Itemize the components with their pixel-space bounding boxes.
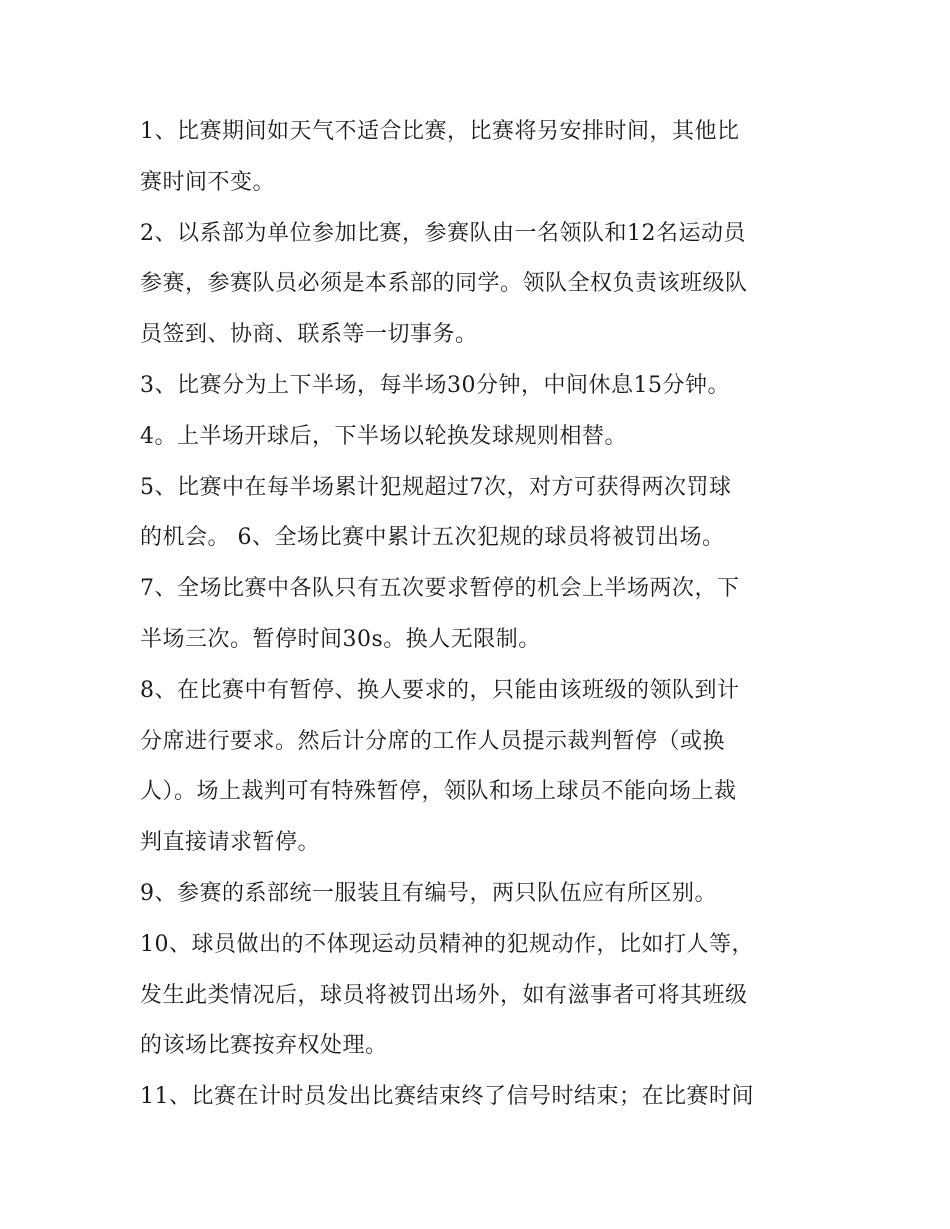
text-line: 参赛，参赛队员必须是本系部的同学。领队全权负责该班级队 bbox=[140, 271, 748, 297]
text-line: 发生此类情况后，球员将被罚出场外，如有滋事者可将其班级 bbox=[140, 982, 748, 1008]
text-line: 8、在比赛中有暂停、换人要求的，只能由该班级的领队到计 bbox=[140, 677, 740, 703]
text-line: 10、球员做出的不体现运动员精神的犯规动作，比如打人等， bbox=[140, 931, 754, 957]
text-line: 9、参赛的系部统一服装且有编号，两只队伍应有所区别。 bbox=[140, 880, 717, 906]
text-line: 人）。场上裁判可有特殊暂停，领队和场上球员不能向场上裁 bbox=[140, 779, 737, 805]
text-line: 5、比赛中在每半场累计犯规超过7次，对方可获得两次罚球 bbox=[140, 474, 732, 500]
text-line: 的该场比赛按弃权处理。 bbox=[140, 1033, 388, 1059]
text-line: 判直接请求暂停。 bbox=[140, 830, 321, 856]
text-line: 1、比赛期间如天气不适合比赛，比赛将另安排时间，其他比 bbox=[140, 119, 740, 144]
text-line: 3、比赛分为上下半场，每半场30分钟，中间休息15分钟。 bbox=[140, 372, 730, 398]
text-line: 4。上半场开球后，下半场以轮换发球规则相替。 bbox=[140, 423, 627, 449]
text-line: 分席进行要求。然后计分席的工作人员提示裁判暂停（或换 bbox=[140, 728, 726, 754]
text-line: 7、全场比赛中各队只有五次要求暂停的机会上半场两次，下 bbox=[140, 576, 740, 602]
text-line: 的机会。 6、全场比赛中累计五次犯规的球员将被罚出场。 bbox=[140, 525, 725, 551]
rules-text bbox=[140, 112, 820, 1128]
text-line: 赛时间不变。 bbox=[140, 169, 276, 195]
text-line: 半场三次。暂停时间30s。换人无限制。 bbox=[140, 626, 541, 652]
text-line: 2、以系部为单位参加比赛，参赛队由一名领队和12名运动员 bbox=[140, 220, 746, 246]
text-line: 员签到、协商、联系等一切事务。 bbox=[140, 322, 478, 348]
text-line: 11、比赛在计时员发出比赛结束终了信号时结束；在比赛时间 bbox=[140, 1084, 754, 1110]
